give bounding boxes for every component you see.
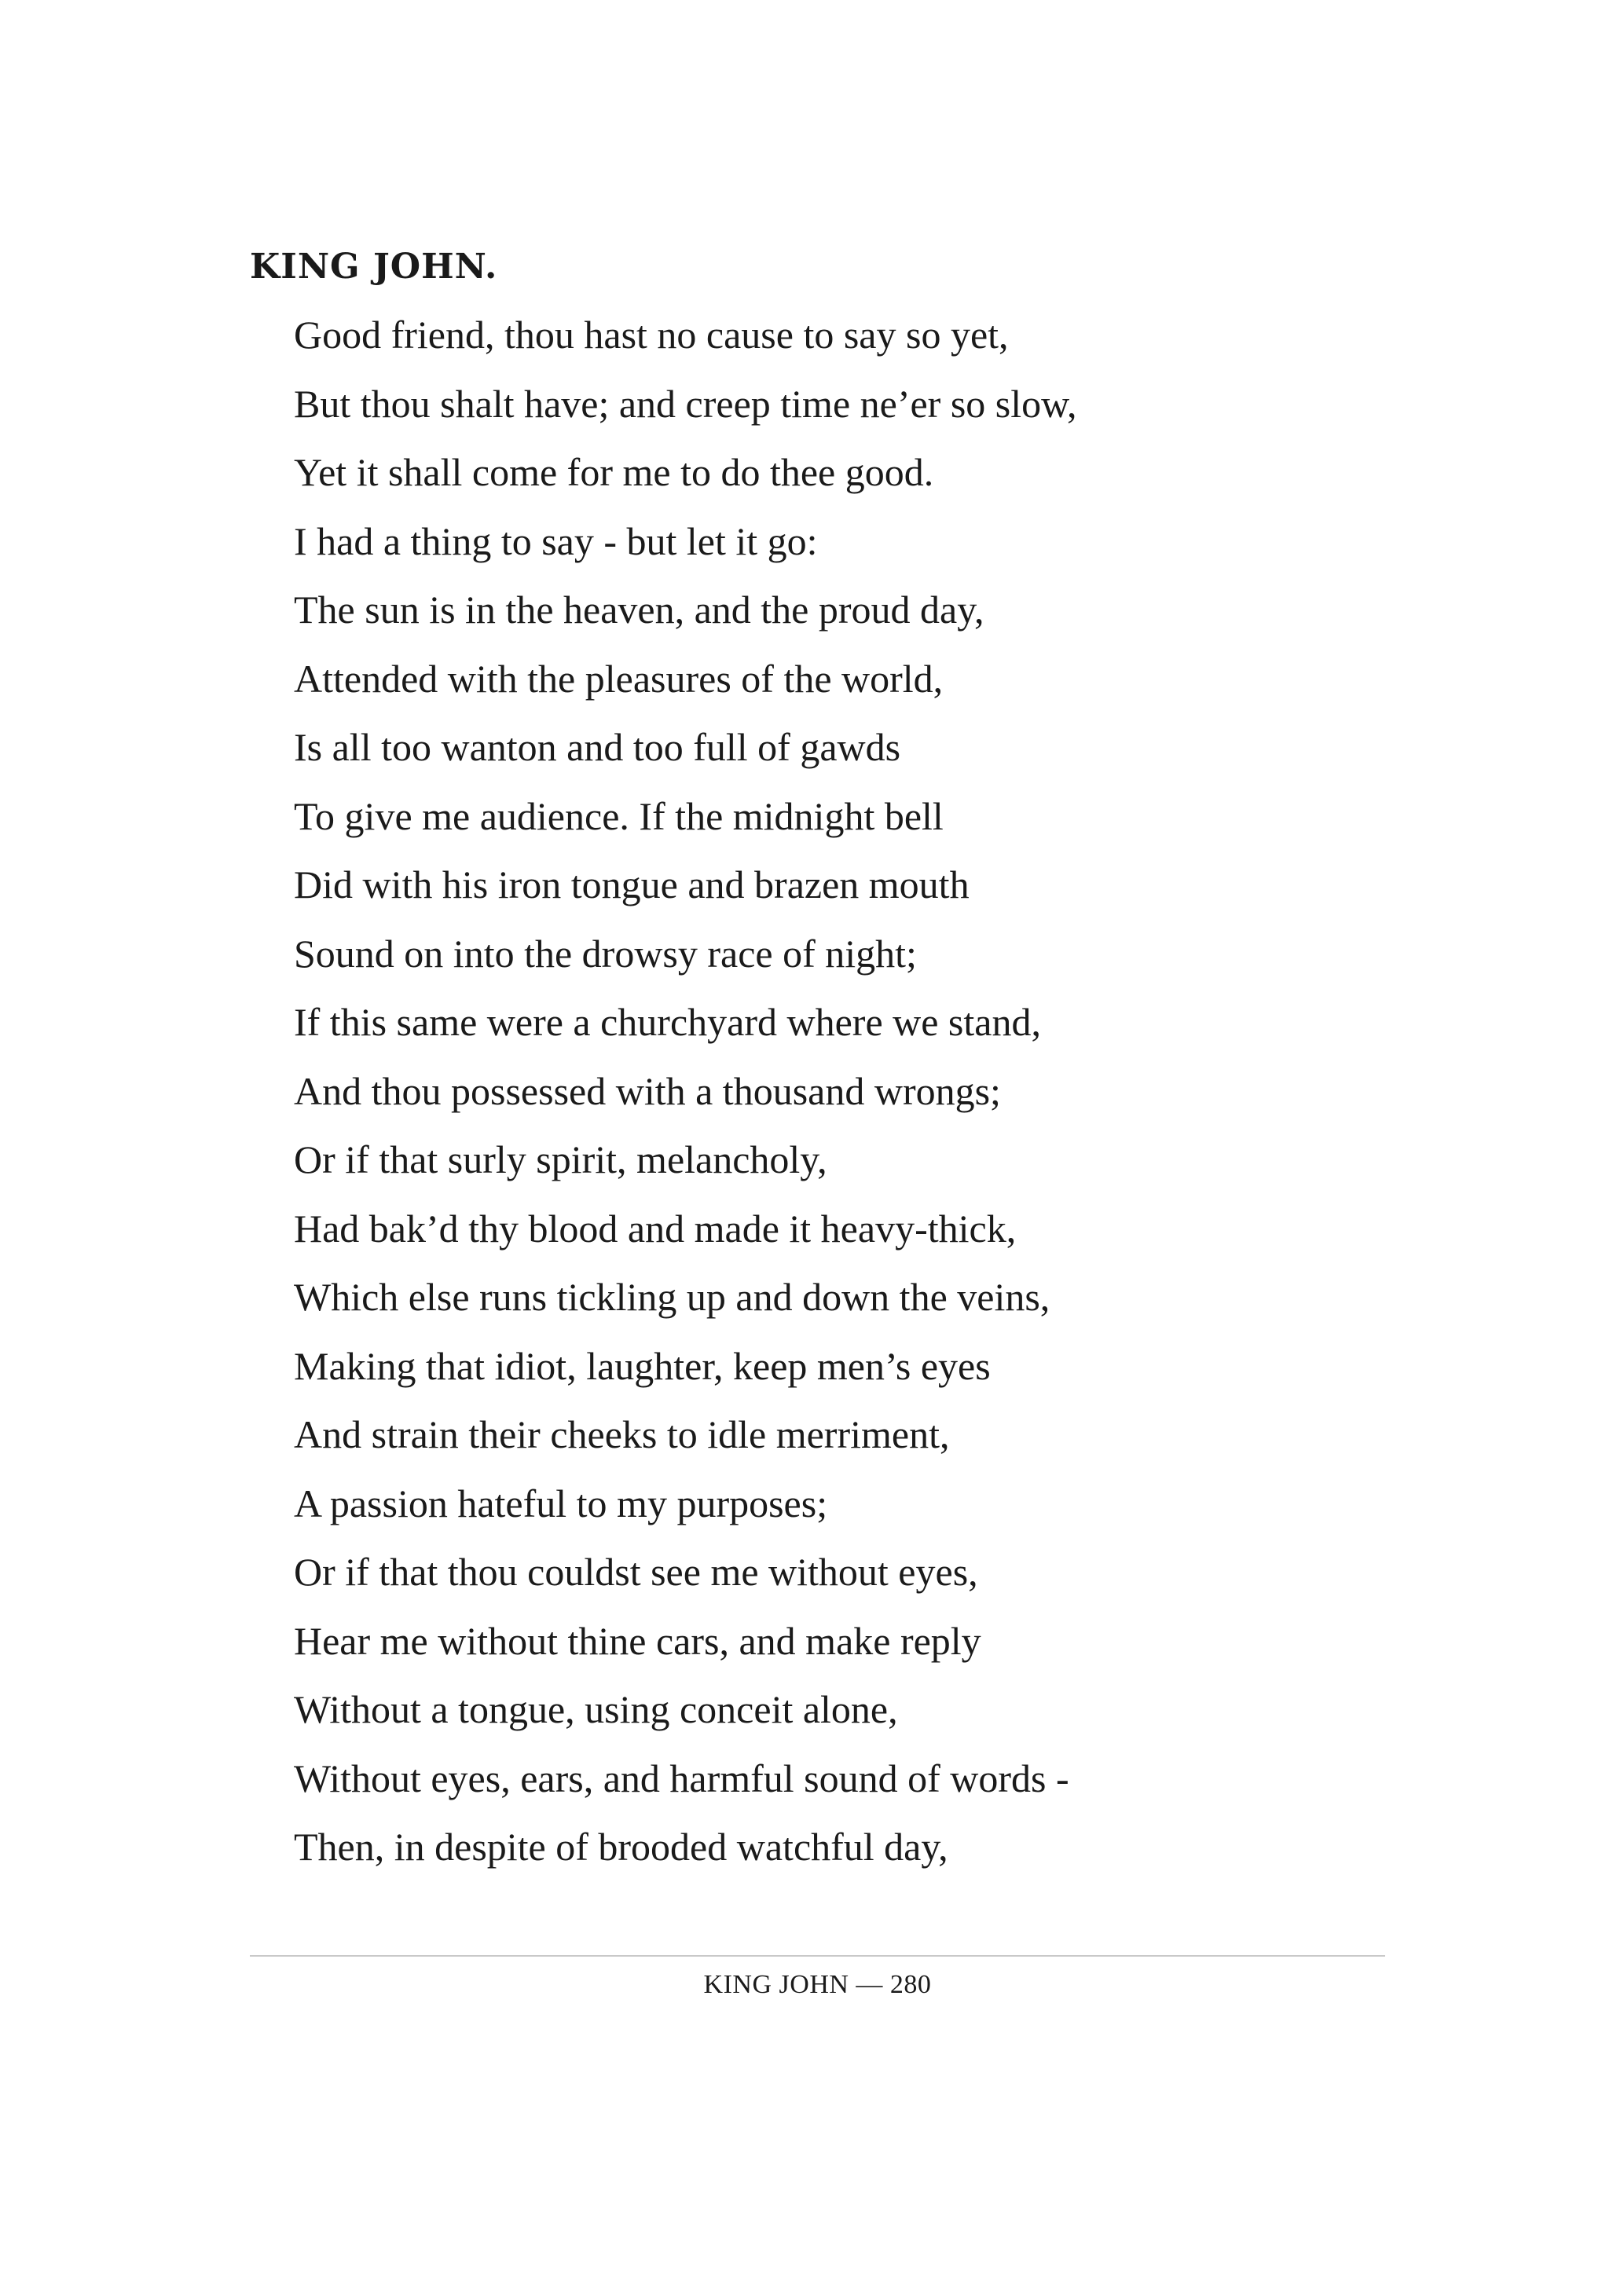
verse-line: Hear me without thine cars, and make reply xyxy=(294,1618,981,1663)
verse-line: Is all too wanton and too full of gawds xyxy=(294,725,901,769)
verse-line: Which else runs tickling up and down the veins, xyxy=(294,1275,1050,1319)
verse-line: Had bak’d thy blood and made it heavy-thick, xyxy=(294,1206,1017,1251)
verse-line: And strain their cheeks to idle merriment, xyxy=(294,1412,950,1456)
verse-line: To give me audience. If the midnight bell xyxy=(294,793,944,838)
verse-line: Without eyes, ears, and harmful sound of words - xyxy=(294,1756,1069,1800)
verse-line: Making that idiot, laughter, keep men’s eyes xyxy=(294,1343,991,1388)
verse-block xyxy=(294,308,1076,1889)
verse-line: If this same were a churchyard where we stand, xyxy=(294,1000,1041,1044)
verse-line: Sound on into the drowsy race of night; xyxy=(294,931,917,976)
verse-line: Yet it shall come for me to do thee good. xyxy=(294,450,934,494)
verse-line: Did with his iron tongue and brazen mouth xyxy=(294,862,970,906)
verse-line: Good friend, thou hast no cause to say so yet, xyxy=(294,313,1009,357)
verse-line: I had a thing to say - but let it go: xyxy=(294,518,818,563)
verse-line: Without a tongue, using conceit alone, xyxy=(294,1687,898,1731)
verse-line: Or if that surly spirit, melancholy, xyxy=(294,1137,827,1181)
verse-line: Attended with the pleasures of the world, xyxy=(294,656,944,701)
speaker-name: KING JOHN. xyxy=(250,247,498,287)
verse-line: But thou shalt have; and creep time ne’er so slow, xyxy=(294,381,1077,426)
verse-line: The sun is in the heaven, and the proud day, xyxy=(294,588,984,632)
verse-line: And thou possessed with a thousand wrongs; xyxy=(294,1068,1001,1113)
footer-divider xyxy=(250,1955,1385,1957)
verse-line: A passion hateful to my purposes; xyxy=(294,1481,828,1525)
running-footer: KING JOHN — 280 xyxy=(703,1970,932,1999)
verse-line: Then, in despite of brooded watchful day, xyxy=(294,1825,948,1869)
verse-line: Or if that thou couldst see me without eyes, xyxy=(294,1550,978,1594)
